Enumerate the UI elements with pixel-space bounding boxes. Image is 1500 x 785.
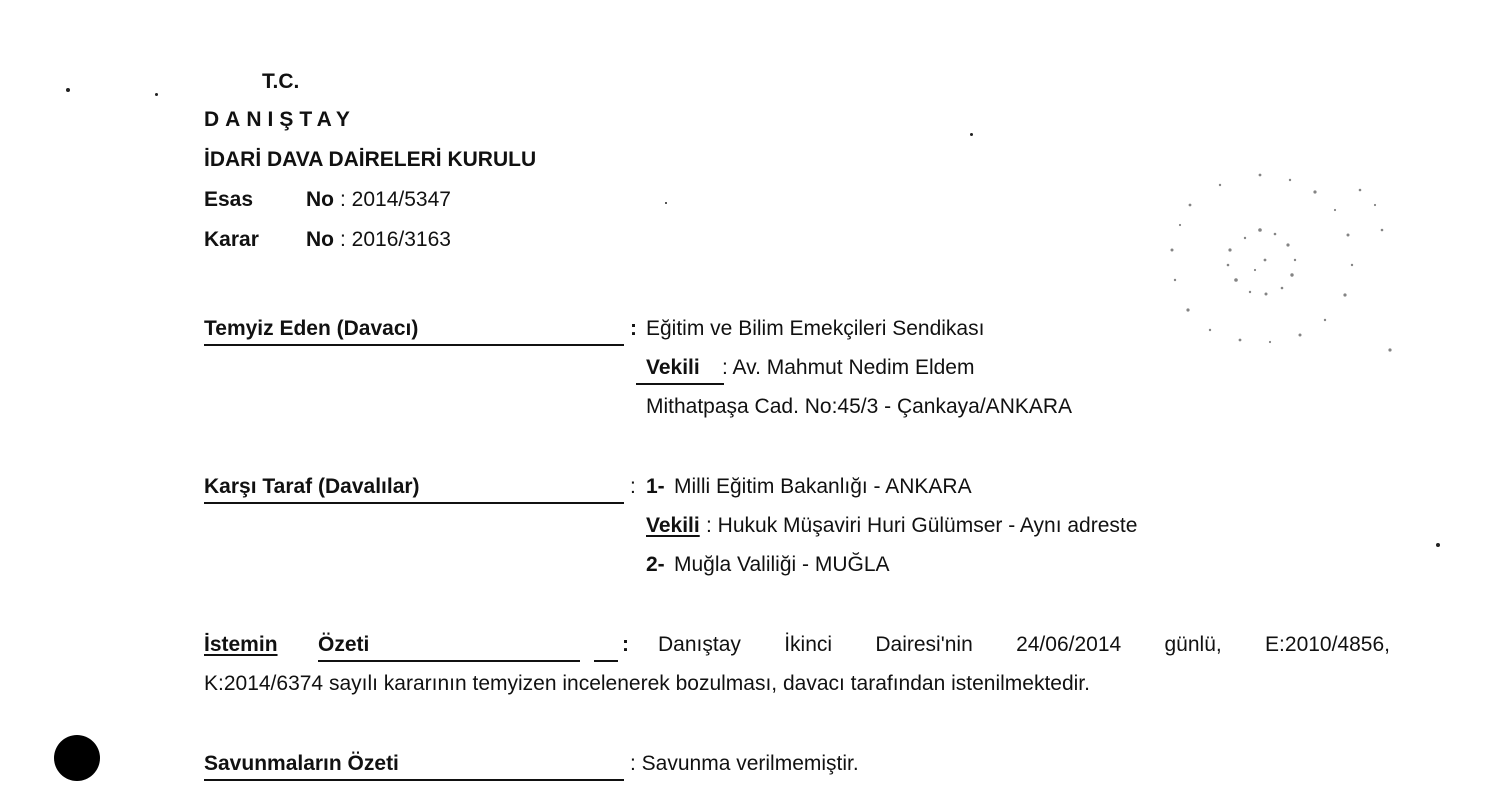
request-label-2: Özeti xyxy=(318,633,370,656)
appellant-vekil-rule xyxy=(636,383,724,385)
scan-speck xyxy=(970,133,973,136)
respondents-vekil-value: : Hukuk Müşaviri Huri Gülümser - Aynı adreste xyxy=(706,514,1138,537)
appellant-label: Temyiz Eden (Davacı) xyxy=(204,317,419,340)
scan-speck xyxy=(665,202,667,204)
request-label-rule-2 xyxy=(594,660,618,662)
respondent-2-number: 2- xyxy=(646,553,665,576)
karar-label: Karar xyxy=(204,228,259,251)
respondents-label-rule xyxy=(204,502,624,504)
punch-hole-mark xyxy=(54,735,100,781)
appellant-vekil-value: : Av. Mahmut Nedim Eldem xyxy=(722,356,975,379)
scan-speck xyxy=(1436,543,1440,547)
request-text-line-2: K:2014/6374 sayılı kararının temyizen incelenerek bozulması, davacı tarafından istenilmektedir. xyxy=(204,672,1090,695)
defense-label: Savunmaların Özeti xyxy=(204,752,399,775)
defense-label-rule xyxy=(204,779,624,781)
esas-number: : 2014/5347 xyxy=(340,188,451,211)
appellant-colon: : xyxy=(630,317,637,340)
request-label-1: İstemin xyxy=(204,633,278,656)
appellant-vekil-label: Vekili xyxy=(646,356,700,379)
appellant-label-rule xyxy=(204,344,624,346)
scan-speck xyxy=(155,93,158,96)
karar-number: : 2016/3163 xyxy=(340,228,451,251)
respondents-vekil-label: Vekili xyxy=(646,514,700,537)
esas-label: Esas xyxy=(204,188,254,211)
respondents-label: Karşı Taraf (Davalılar) xyxy=(204,475,420,498)
esas-no-label: No xyxy=(306,188,334,211)
defense-value: : Savunma verilmemiştir. xyxy=(630,752,859,775)
request-colon: : xyxy=(622,633,629,656)
scan-speck xyxy=(66,88,70,92)
respondent-1-number: 1- xyxy=(646,475,665,498)
appellant-address: Mithatpaşa Cad. No:45/3 - Çankaya/ANKARA xyxy=(646,395,1073,418)
request-text-line-1: Danıştay İkinci Dairesi'nin 24/06/2014 günlü, E:2010/4856, xyxy=(658,633,1390,656)
respondent-1-name: Milli Eğitim Bakanlığı - ANKARA xyxy=(674,475,972,498)
request-label-rule xyxy=(318,660,580,662)
republic-abbrev: T.C. xyxy=(262,70,300,93)
karar-no-label: No xyxy=(306,228,334,251)
seal-stamp-icon xyxy=(1120,130,1400,380)
respondents-colon: : xyxy=(630,475,636,498)
appellant-name: Eğitim ve Bilim Emekçileri Sendikası xyxy=(646,317,985,340)
court-name: DANIŞTAY xyxy=(204,108,356,131)
respondent-2-name: Muğla Valiliği - MUĞLA xyxy=(674,553,890,576)
board-name: İDARİ DAVA DAİRELERİ KURULU xyxy=(204,148,537,171)
